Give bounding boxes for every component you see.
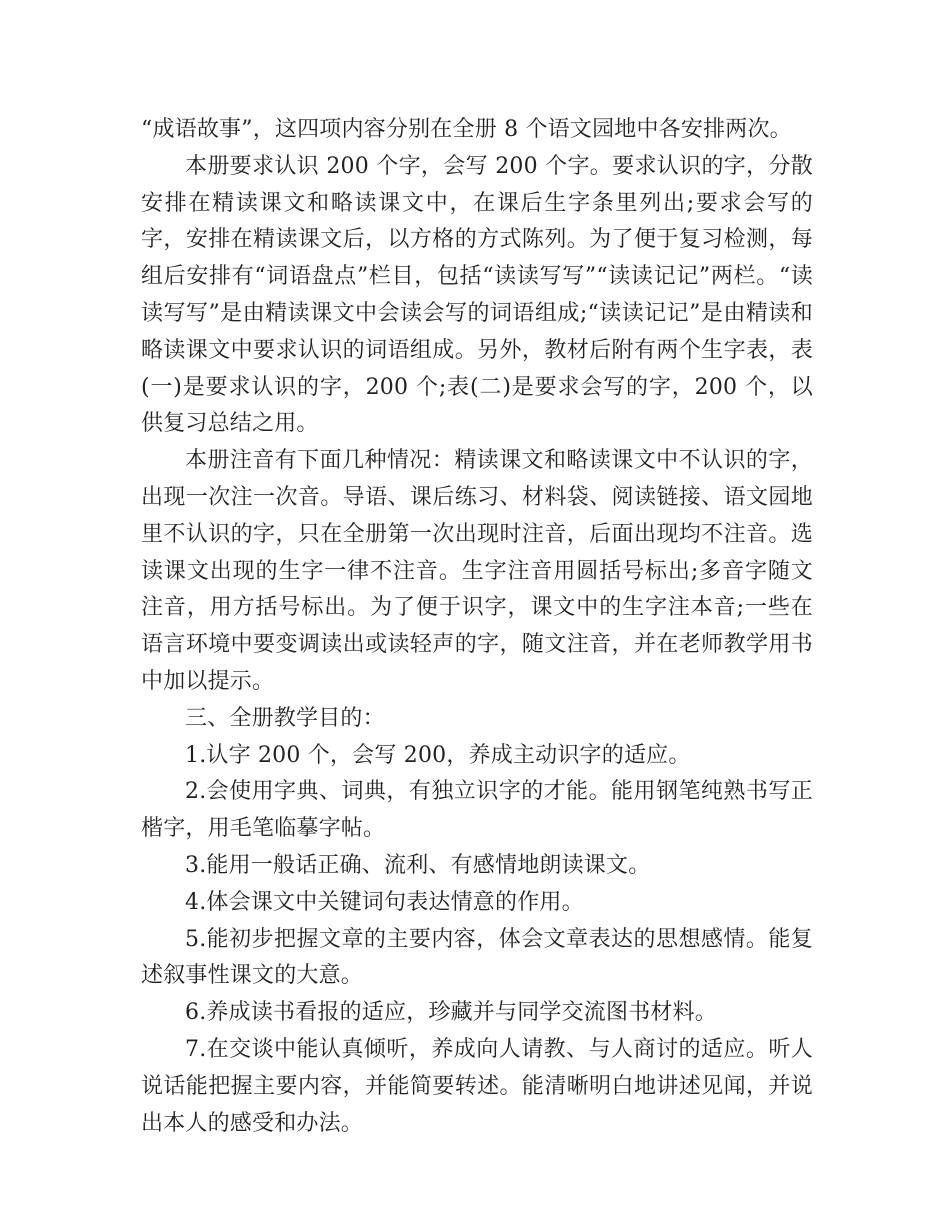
paragraph-3: 本册注音有下面几种情况：精读课文和略读课文中不认识的字，出现一次注一次音。导语、课后练习、材料袋、阅读链接、语文园地里不认识的字，只在全册第一次出现时注音，后面出现均不注音。选读课文出现的生字一律不注音。生字注音用圆括号标出;多音字随文注音，用方括号标出。为了便于识字，课文中的生字注本音;一些在语言环境中要变调读出或读轻声的字，随文注音，并在老师教学用书中加以提示。 — [141, 448, 813, 694]
goal-item-2: 2.会使用字典、词典，有独立识字的才能。能用钢笔纯熟书写正楷字，用毛笔临摹字帖。 — [141, 779, 813, 842]
goal-item-4: 4.体会课文中关键词句表达情意的作用。 — [185, 889, 584, 915]
document-body — [141, 112, 813, 1142]
paragraph-2: 本册要求认识 200 个字，会写 200 个字。要求认识的字，分散安排在精读课文和略读课文中，在课后生字条里列出;要求会写的字，安排在精读课文后，以方格的方式陈列。为了便于复习检测，每组后安排有“词语盘点”栏目，包括“读读写写”“读读记记”两栏。“读读写写”是由精读课文中会读会写的词语组成;“读读记记”是由精读和略读课文中要求认识的词语组成。另外，教材后附有两个生字表，表(一)是要求认识的字，200 个;表(二)是要求会写的字，200 个，以供复习总结之用。 — [141, 153, 813, 437]
section-heading: 三、全册教学目的： — [185, 705, 385, 731]
goal-item-6: 6.养成读书看报的适应，珍藏并与同学交流图书材料。 — [185, 1000, 717, 1026]
goal-item-5: 5.能初步把握文章的主要内容，体会文章表达的思想感情。能复述叙事性课文的大意。 — [141, 926, 813, 989]
goal-item-7: 7.在交谈中能认真倾听，养成向人请教、与人商讨的适应。听人说话能把握主要内容，并能简要转述。能清晰明白地讲述见闻，并说出本人的感受和办法。 — [141, 1036, 813, 1136]
paragraph-1: “成语故事”，这四项内容分别在全册 8 个语文园地中各安排两次。 — [141, 117, 792, 142]
goal-item-3: 3.能用一般话正确、流利、有感情地朗读课文。 — [185, 852, 651, 878]
goal-item-1: 1.认字 200 个，会写 200，养成主动识字的适应。 — [185, 742, 691, 768]
